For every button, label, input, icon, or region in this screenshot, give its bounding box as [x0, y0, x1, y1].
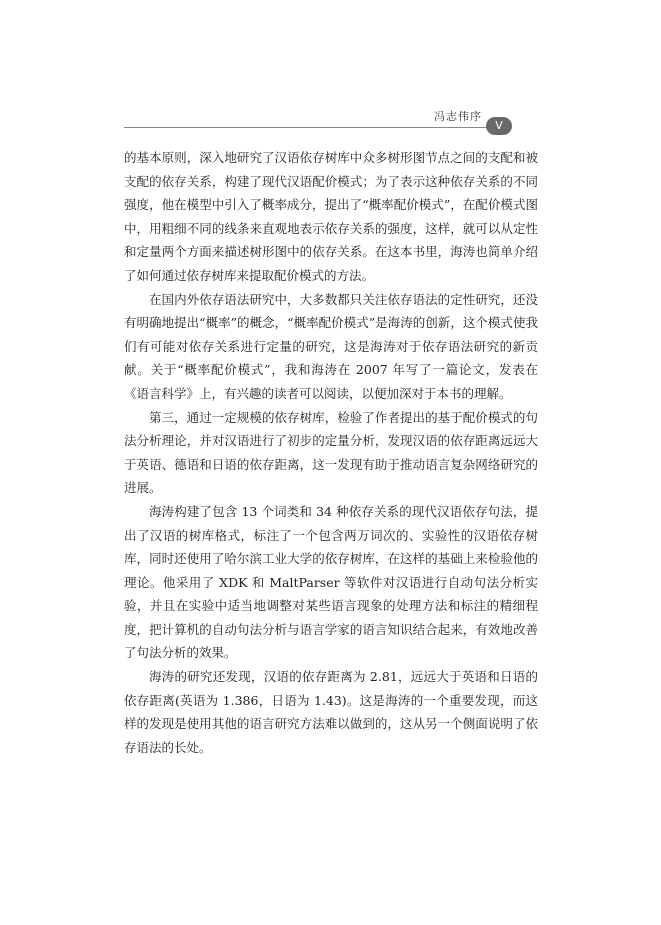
paragraph: 的基本原则，深入地研究了汉语依存树库中众多树形图节点之间的支配和被支配的依存关系，构建了现代汉语配价模式；为了表示这种依存关系的不同强度，他在模型中引入了概率成分，提出了“概率配价模式”，在配价模式图中，用粗细不同的线条来直观地表示依存关系的强度，这样，就可以从定性和定量两个方面来描述树形图中的依存关系。在这本书里，海涛也简单介绍了如何通过依存树库来提取配价模式的方法。: [124, 150, 538, 283]
running-header: [124, 105, 512, 133]
paragraph: 在国内外依存语法研究中，大多数都只关注依存语法的定性研究，还没有明确地提出“概率”的概念，“概率配价模式”是海涛的创新，这个模式使我们有可能对依存关系进行定量的研究，这是海涛对于依存语法研究的新贡献。关于“概率配价模式”，我和海涛在 2007 年写了一篇论文，发表在《语言科学》上，有兴趣的读者可以阅读，以便加深对于本书的理解。: [124, 291, 538, 401]
paragraph: 海涛的研究还发现，汉语的依存距离为 2.81，远远大于英语和日语的依存距离(英语为 1.386，日语为 1.43)。这是海涛的一个重要发现，而这样的发现是使用其他的语言研究方法难以做到的，这从另一个侧面说明了依存语法的长处。: [124, 669, 538, 755]
paragraph: 海涛构建了包含 13 个词类和 34 种依存关系的现代汉语依存句法，提出了汉语的树库格式，标注了一个包含两万词次的、实验性的汉语依存树库，同时还使用了哈尔滨工业大学的依存树库，在这样的基础上来检验他的理论。他采用了 XDK 和 MaltParser 等软件对汉语进行自动句法分析实验，并且在实验中适当地调整对某些语言现象的处理方法和标注的精细程度，把计算机的自动句法分析与语言学家的语言知识结合起来，有效地改善了句法分析的效果。: [124, 503, 538, 661]
body-text: [124, 146, 538, 759]
page-number-badge: V: [486, 117, 512, 135]
running-title: 冯志伟序: [434, 110, 482, 123]
header-rule: [124, 127, 496, 128]
paragraph: 第三，通过一定规模的依存树库，检验了作者提出的基于配价模式的句法分析理论，并对汉语进行了初步的定量分析，发现汉语的依存距离远远大于英语、德语和日语的依存距离，这一发现有助于推动语言复杂网络研究的进展。: [124, 409, 538, 496]
